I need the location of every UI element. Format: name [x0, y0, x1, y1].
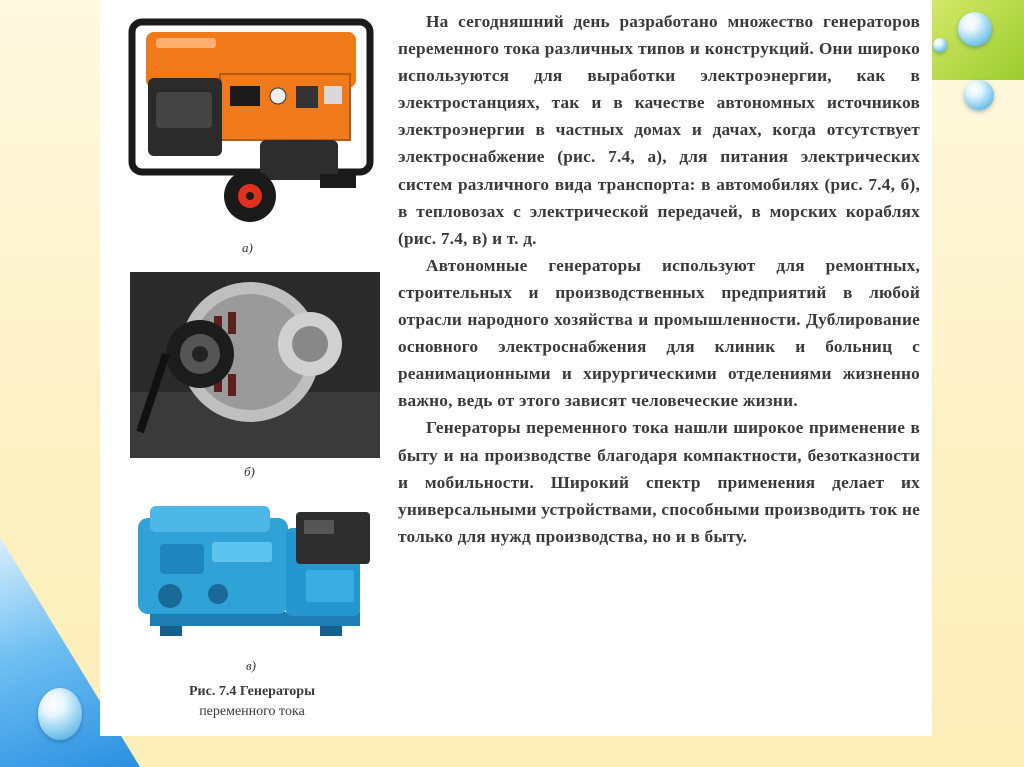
paragraph-3: Генераторы переменного тока нашли широкое применение в быту и на производстве благодаря компактности, безотказности и мобильности. Широкий спектр применения делает их универсальными устройствами, способными производить ток не только для нужд производства, но и в быту. — [398, 418, 920, 546]
water-drop-icon — [38, 688, 82, 740]
figure-label-a: а) — [242, 240, 253, 255]
paragraph-2: Автономные генераторы используют для ремонтных, строительных и производственных предприятий в любой отрасли народного хозяйства и промышленности. Дублирование основного электроснабжения для клиник и больниц с реанимационными и хирургическими отделениями жизненно важно, ведь от этого зависят человеческие жизни. — [398, 255, 920, 411]
figure-label-c: в) — [246, 658, 256, 673]
figure-caption — [142, 682, 362, 722]
water-drop-icon — [964, 80, 994, 110]
figure-caption-subtitle: переменного тока — [199, 704, 305, 719]
figure-panel-c — [100, 492, 385, 682]
water-drop-icon — [958, 12, 992, 46]
textbook-page — [100, 0, 932, 736]
portable-generator-illustration — [100, 8, 385, 238]
marine-generator-illustration — [100, 492, 385, 652]
body-text — [398, 8, 920, 550]
water-drop-icon — [933, 38, 947, 52]
figure-panel-b — [100, 272, 385, 482]
car-alternator-photo — [100, 272, 385, 458]
figure-panel-a — [100, 8, 385, 255]
paragraph-1: На сегодняшний день разработано множество генераторов переменного тока различных типов и конструкций. Они широко используются для выработки электроэнергии, как в электростанциях, так и в качестве автономных источников электроэнергии в частных домах и дачах, когда отсутствует электроснабжение (рис. 7.4, а), для питания электрических систем различного вида транспорта: в автомобилях (рис. 7.4, б), в тепловозах с электрической передачей, в морских кораблях (рис. 7.4, в) и т. д. — [398, 12, 920, 248]
figure-caption-title: Рис. 7.4 Генераторы — [189, 684, 315, 699]
figure-label-b: б) — [244, 464, 255, 479]
